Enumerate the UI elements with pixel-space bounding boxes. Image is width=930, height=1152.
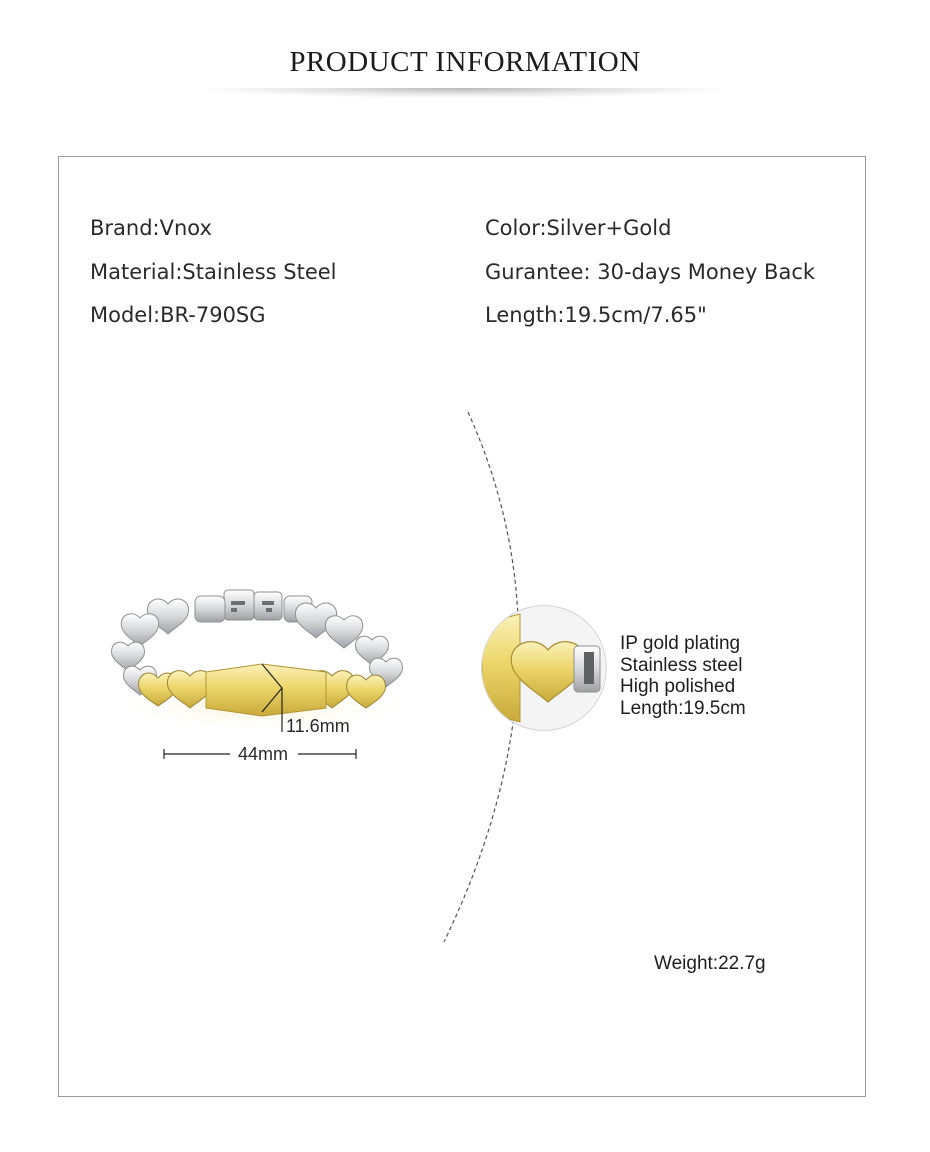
width-dimension-label: 44mm bbox=[238, 744, 289, 764]
page-title: PRODUCT INFORMATION bbox=[289, 46, 641, 78]
weight-label: Weight:22.7g bbox=[654, 953, 766, 974]
detail-gold-plating: IP gold plating bbox=[620, 633, 741, 654]
spec-brand: Brand:Vnox bbox=[90, 216, 212, 240]
spec-color: Color:Silver+Gold bbox=[485, 216, 672, 240]
height-dimension-label: 11.6mm bbox=[286, 716, 350, 736]
spec-guarantee: Gurantee: 30-days Money Back bbox=[485, 260, 816, 284]
detail-length: Length:19.5cm bbox=[620, 697, 746, 719]
detail-notes bbox=[620, 633, 746, 719]
detail-zoom-image bbox=[482, 606, 606, 730]
spec-material: Material:Stainless Steel bbox=[90, 260, 337, 284]
bracelet-image bbox=[112, 590, 412, 759]
detail-stainless-steel: Stainless steel bbox=[620, 654, 743, 676]
detail-high-polished: High polished bbox=[620, 676, 736, 697]
spec-model: Model:BR-790SG bbox=[90, 303, 266, 327]
spec-length: Length:19.5cm/7.65" bbox=[485, 303, 707, 327]
